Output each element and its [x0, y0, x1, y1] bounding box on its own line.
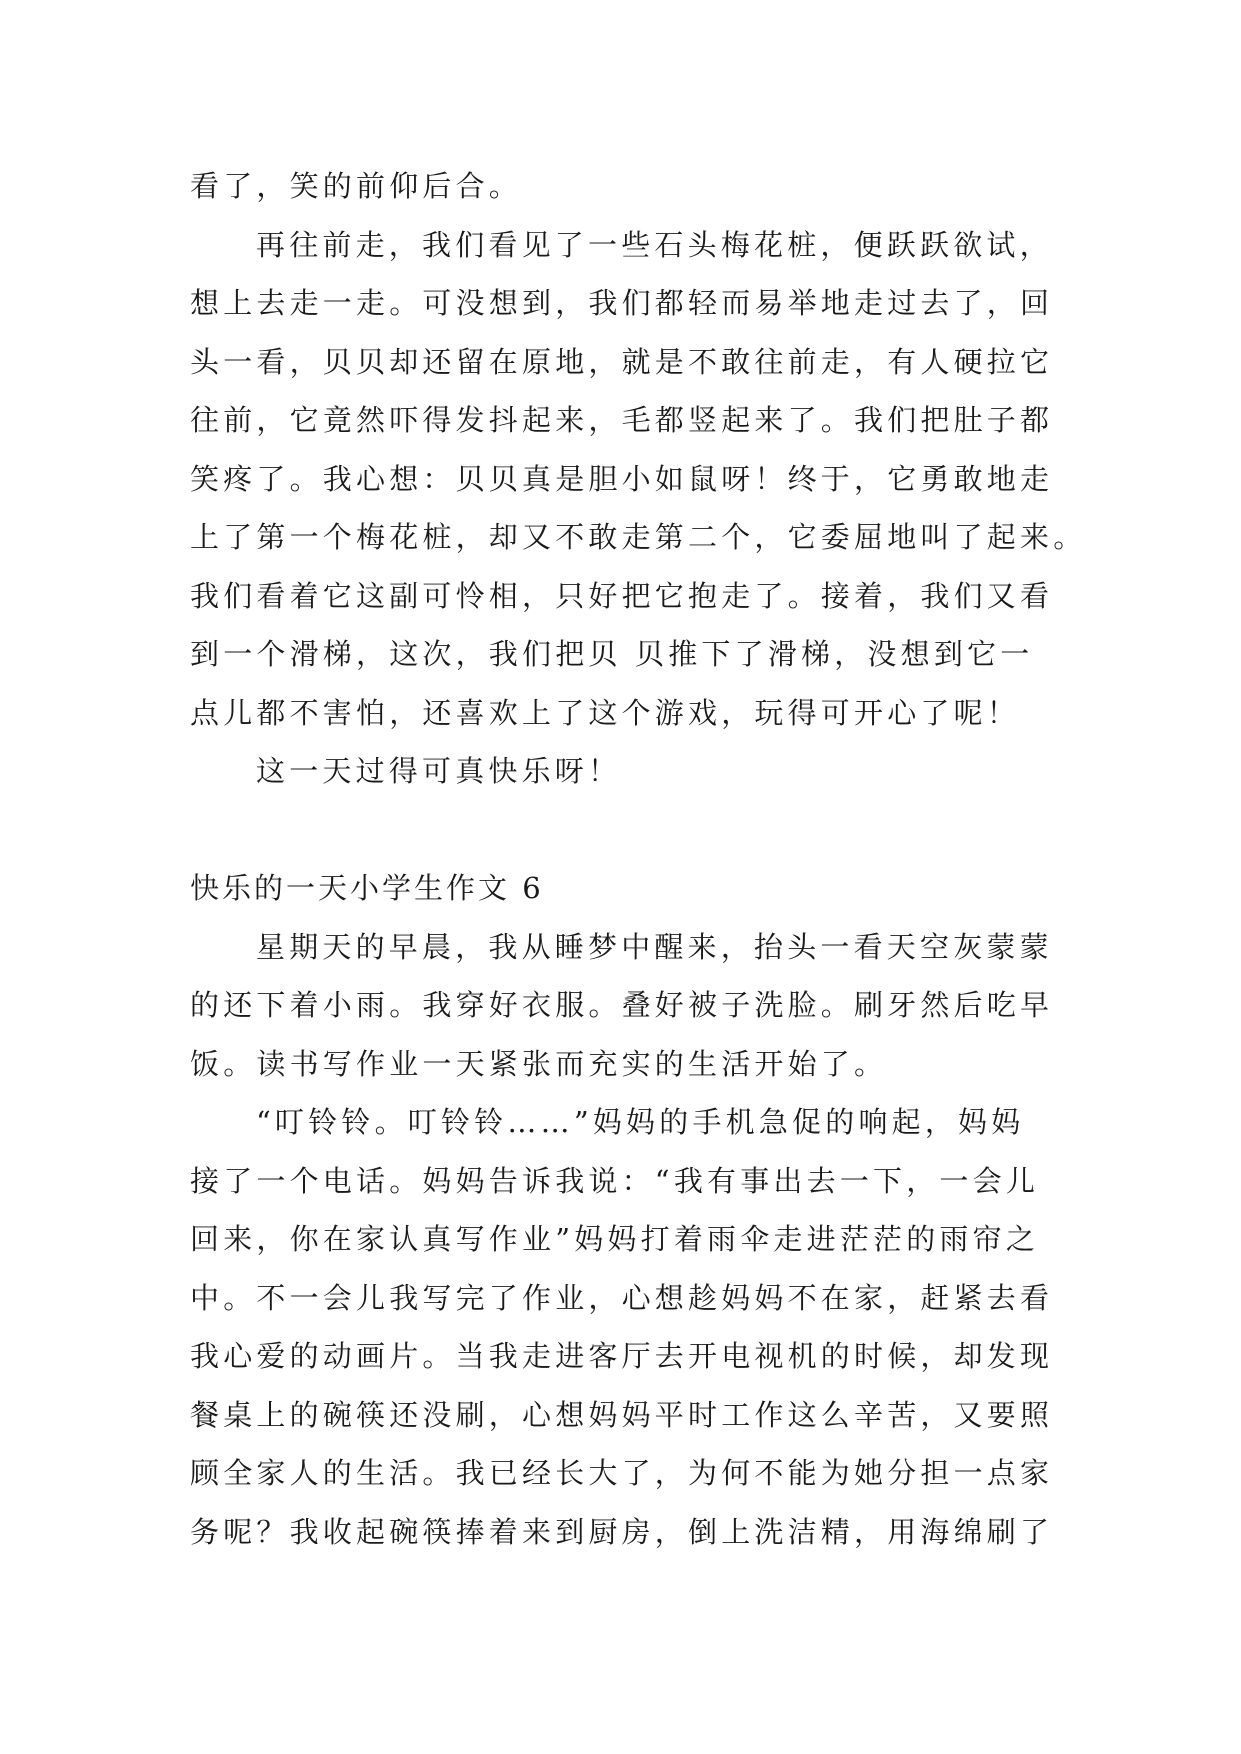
text-line: 笑疼了。我心想：贝贝真是胆小如鼠呀！终于，它勇敢地走	[190, 461, 1054, 496]
text-line: 餐桌上的碗筷还没刷，心想妈妈平时工作这么辛苦，又要照	[190, 1397, 1054, 1432]
paragraph-start-line: “叮铃铃。叮铃铃……”妈妈的手机急促的响起，妈妈	[256, 1105, 1025, 1139]
text-line: 上了第一个梅花桩，却又不敢走第二个，它委屈地叫了起来。	[190, 520, 1087, 554]
text-line: 我心爱的动画片。当我走进客厅去开电视机的时候，却发现	[190, 1339, 1054, 1373]
text-line: 看了，笑的前仰后合。	[190, 169, 523, 203]
text-line: 饭。读书写作业一天紧张而充实的生活开始了。	[190, 1046, 888, 1081]
essay-text	[190, 157, 1087, 1561]
text-line: 顾全家人的生活。我已经长大了，为何不能为她分担一点家	[190, 1456, 1054, 1490]
text-line: 的还下着小雨。我穿好衣服。叠好被子洗脸。刷牙然后吃早	[190, 988, 1054, 1022]
text-line: 中。不一会儿我写完了作业，心想趁妈妈不在家，赶紧去看	[190, 1280, 1054, 1315]
text-line: 到一个滑梯，这次，我们把贝 贝推下了滑梯，没想到它一	[190, 637, 1034, 671]
text-line: 点儿都不害怕，还喜欢上了这个游戏，玩得可开心了呢！	[190, 695, 1021, 730]
text-line: 接了一个电话。妈妈告诉我说：“我有事出去一下，一会儿	[190, 1163, 1040, 1198]
text-line: 往前，它竟然吓得发抖起来，毛都竖起来了。我们把肚子都	[190, 403, 1054, 437]
paragraph-start-line: 再往前走，我们看见了一些石头梅花桩，便跃跃欲试，	[256, 227, 1053, 262]
text-line: 想上去走一走。可没想到，我们都轻而易举地走过去了，回	[190, 286, 1054, 320]
essay-heading: 快乐的一天小学生作文 6	[190, 871, 544, 905]
text-line: 头一看，贝贝却还留在原地，就是不敢往前走，有人硬拉它	[190, 344, 1054, 379]
paragraph-start-line: 这一天过得可真快乐呀！	[256, 754, 622, 788]
text-line: 务呢？我收起碗筷捧着来到厨房，倒上洗洁精，用海绵刷了	[190, 1514, 1054, 1549]
text-line: 回来，你在家认真写作业”妈妈打着雨伞走进茫茫的雨帘之	[190, 1222, 1040, 1256]
blank-line	[190, 801, 1070, 860]
text-line: 我们看着它这副可怜相，只好把它抱走了。接着，我们又看	[190, 578, 1054, 613]
paragraph-start-line: 星期天的早晨，我从睡梦中醒来，抬头一看天空灰蒙蒙	[256, 929, 1053, 964]
